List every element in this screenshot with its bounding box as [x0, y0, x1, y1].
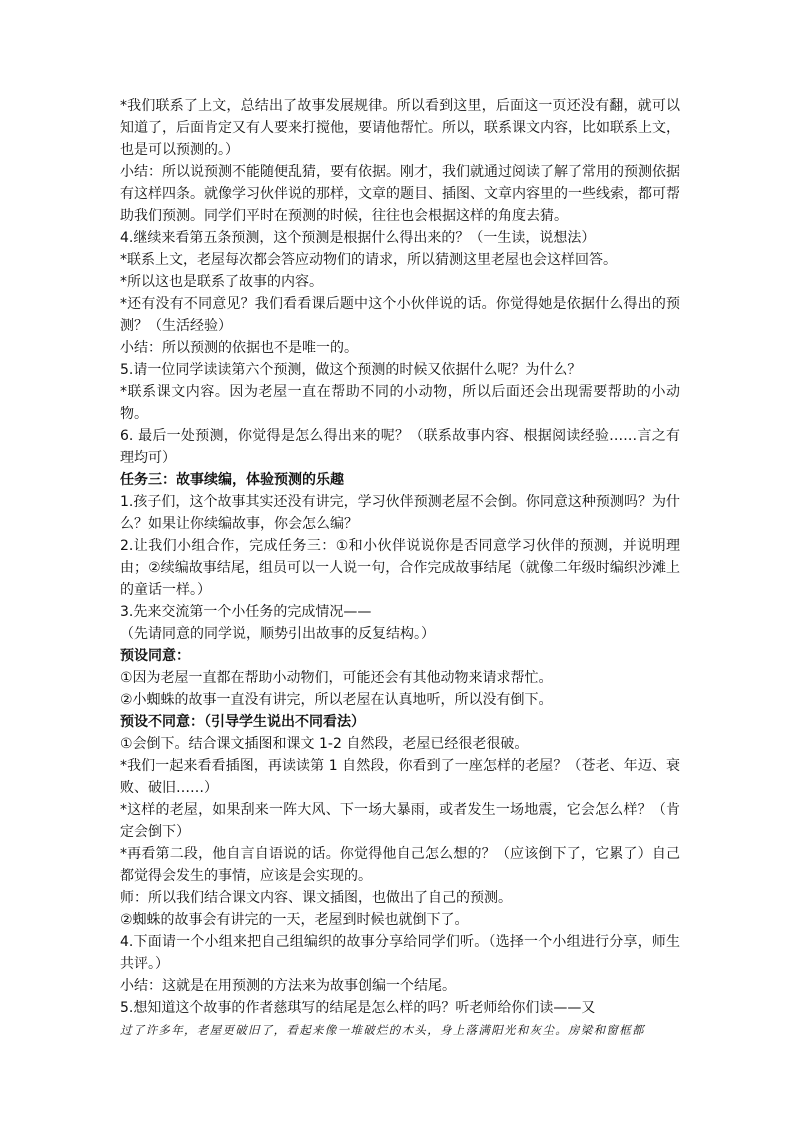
- paragraph: ②蜘蛛的故事会有讲完的一天，老屋到时候也就倒下了。: [120, 912, 469, 928]
- paragraph: *再看第二段，他自言自语说的话。你觉得他自己怎么想的？（应该倒下了，它累了）自己都觉得会发生的事情，应该是会实现的。: [120, 846, 680, 884]
- paragraph: 5.想知道这个故事的作者慈琪写的结尾是怎么样的吗？听老师给你们读——又: [120, 1000, 596, 1016]
- paragraph: ①会倒下。结合课文插图和课文 1-2 自然段，老屋已经很老很破。: [120, 736, 529, 752]
- paragraph: 小结：这就是在用预测的方法来为故事创编一个结尾。: [120, 978, 456, 994]
- paragraph: 小结：所以预测的依据也不是唯一的。: [120, 340, 358, 356]
- paragraph: *我们一起来看看插图，再读读第 1 自然段，你看到了一座怎样的老屋？（苍老、年迈、衰败、破旧……）: [120, 758, 680, 796]
- paragraph: *所以这也是联系了故事的内容。: [120, 274, 323, 290]
- paragraph: *还有没有不同意见？我们看看课后题中这个小伙伴说的话。你觉得她是依据什么得出的预测？（生活经验）: [120, 296, 680, 334]
- paragraph: 1.孩子们，这个故事其实还没有讲完，学习伙伴预测老屋不会倒。你同意这种预测吗？为什么？如果让你续编故事，你会怎么编？: [120, 494, 680, 532]
- paragraph: 5.请一位同学读读第六个预测，做这个预测的时候又依据什么呢？为什么？: [120, 362, 582, 378]
- paragraph: 4.下面请一个小组来把自己组编织的故事分享给同学们听。（选择一个小组进行分享，师生共评。）: [120, 934, 680, 972]
- paragraph: ①因为老屋一直都在帮助小动物们，可能还会有其他动物来请求帮忙。: [120, 670, 553, 686]
- story-excerpt-line: 过了许多年，老屋更破旧了，看起来像一堆破烂的木头，身上落满阳光和灰尘。房梁和窗框都: [120, 1023, 645, 1037]
- paragraph: 小结：所以说预测不能随便乱猜，要有依据。刚才，我们就通过阅读了解了常用的预测依据有这样四条。就像学习伙伴说的那样，文章的题目、插图、文章内容里的一些线索，都可帮助我们预测。同学们平时在预测的时候，往往也会根据这样的角度去猜。: [120, 164, 680, 224]
- paragraph: 3.先来交流第一个小任务的完成情况——: [120, 604, 372, 620]
- paragraph: 师：所以我们结合课文内容、课文插图，也做出了自己的预测。: [120, 890, 512, 906]
- paragraph: *这样的老屋，如果刮来一阵大风、下一场大暴雨，或者发生一场地震，它会怎么样？（肯定会倒下）: [120, 802, 680, 840]
- paragraph: 4.继续来看第五条预测，这个预测是根据什么得出来的？（一生读，说想法）: [120, 230, 596, 246]
- paragraph: ②小蜘蛛的故事一直没有讲完，所以老屋在认真地听，所以没有倒下。: [120, 692, 553, 708]
- paragraph: 6. 最后一处预测，你觉得是怎么得出来的呢？（联系故事内容、根据阅读经验……言之有理均可）: [120, 428, 680, 466]
- subheading-disagree: 预设不同意：（引导学生说出不同看法）: [120, 714, 365, 730]
- paragraph: *联系课文内容。因为老屋一直在帮助不同的小动物，所以后面还会出现需要帮助的小动物。: [120, 384, 680, 422]
- paragraph: 2.让我们小组合作，完成任务三：①和小伙伴说说你是否同意学习伙伴的预测，并说明理由；②续编故事结尾，组员可以一人说一句，合作完成故事结尾（就像二年级时编织沙滩上的童话一样。）: [120, 538, 680, 598]
- document-page: [120, 95, 680, 1041]
- section-heading: 任务三：故事续编，体验预测的乐趣: [120, 472, 344, 488]
- paragraph: （先请同意的同学说，顺势引出故事的反复结构。）: [120, 626, 435, 642]
- paragraph: *我们联系了上文，总结出了故事发展规律。所以看到这里，后面这一页还没有翻，就可以知道了，后面肯定又有人要来打搅他，要请他帮忙。所以，联系课文内容，比如联系上文，也是可以预测的。）: [120, 98, 680, 158]
- paragraph: *联系上文，老屋每次都会答应动物们的请求，所以猜测这里老屋也会这样回答。: [120, 252, 617, 268]
- subheading-agree: 预设同意：: [120, 648, 190, 664]
